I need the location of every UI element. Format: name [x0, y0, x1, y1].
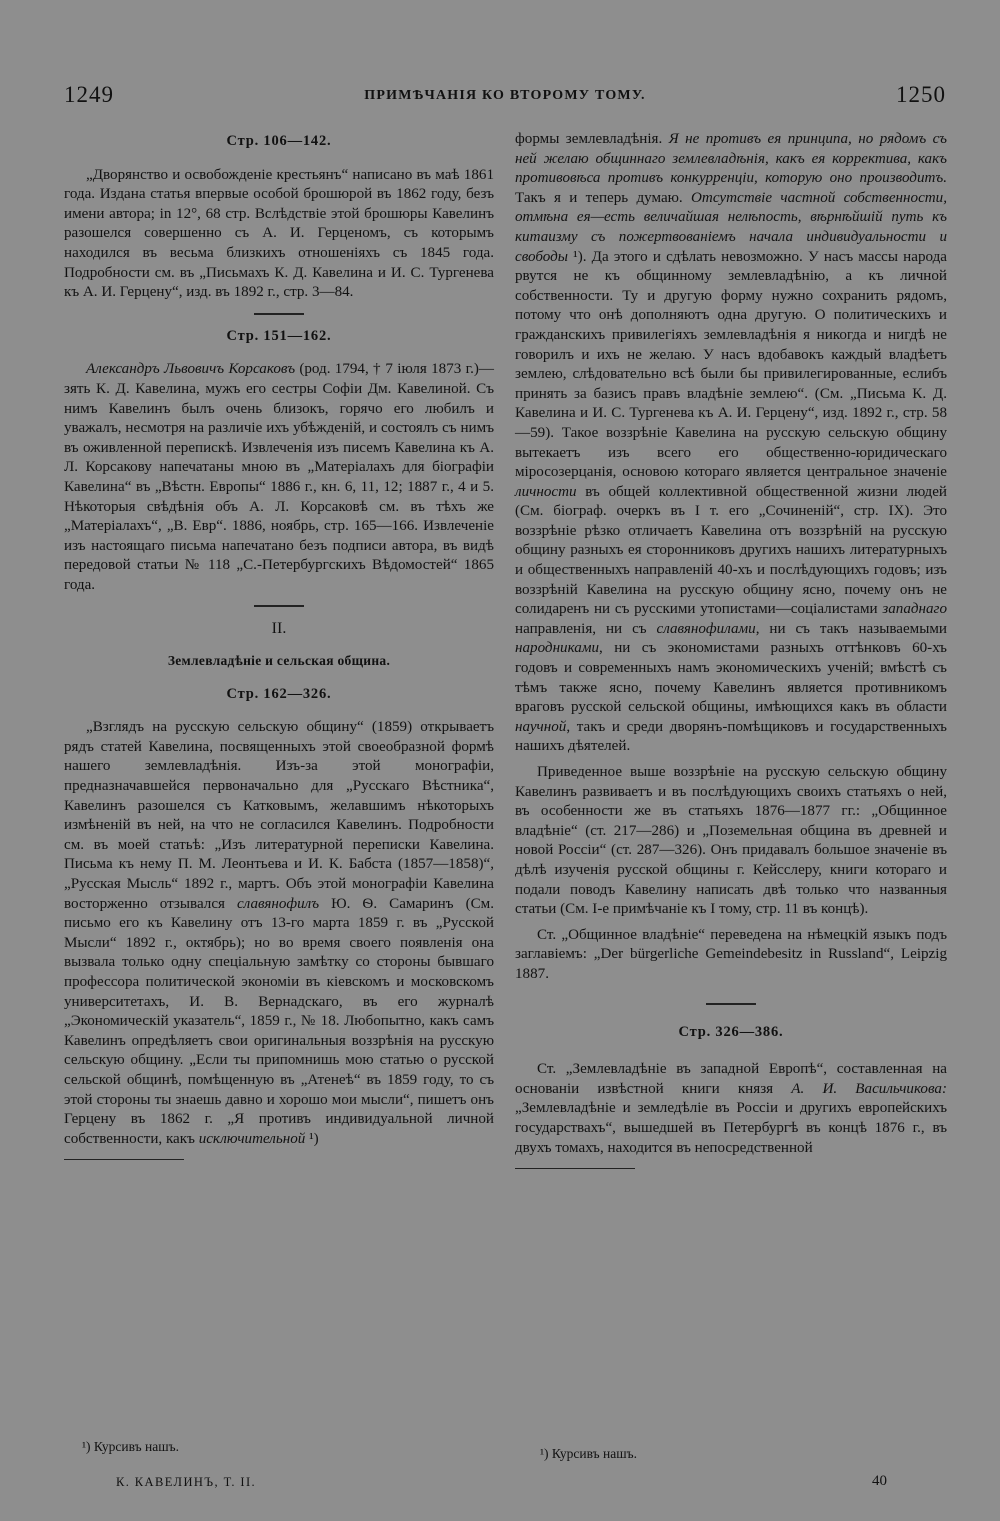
italic-text: научной [515, 718, 567, 735]
part-title: Землевладѣніе и сельская община. [167, 653, 391, 669]
paragraph-text: , ни съ такъ называемыми [755, 620, 947, 637]
italic-text: исключительной [198, 1130, 306, 1147]
paragraph-text: „Взглядъ на русскую сельскую общину“ (1859) открываетъ рядъ статей Кавелина, посвященныхъ этой своеобразной формѣ нашего землевладѣнія. Изъ-за этой монографіи, предназначавшейся первоначально для „Русскаго Вѣстника“, Кавелинъ разошелся съ Катковымъ, желавшимъ нѣкоторыхъ измѣненій въ ней, на что не согласился Кавелинъ. Подробности см. въ моей статьѣ: „Изъ литературной переписки Кавелина. Письма къ нему П. М. Леонтьева и И. К. Бабста (1857—1858)“, „Русская Мысль“ 1892 г., мартъ. Объ этой монографіи Кавелина восторженно отзывался [64, 719, 494, 912]
paragraph-text: ¹). Да этого и сдѣлать невозможно. У насъ массы народа рвутся не къ общинному землевладѣнію, а къ личной собственности. Ту и другую форму нужно сохранить рядомъ, потому что онѣ дополняютъ одна другую. О политическихъ и гражданскихъ привилегіяхъ землевладѣнія я никогда и нигдѣ не говорилъ и ихъ не желаю. У насъ вдобавокъ каждый владѣетъ землею, слѣдовательно всѣ были бы привилегированные, еслибъ принять за базисъ правъ владѣніе землею“. (См. „Письма К. Д. Кавелина и И. С. Тургенева къ А. И. Герцену“, изд. 1892 г., стр. 58—59). Такое воззрѣніе Кавелина на русскую сельскую общину вытекаетъ изъ всего его общественно-юридическаго міросозерцанія, основою котораго является центральное значеніе [515, 248, 947, 481]
footnote-marker: ¹) [305, 1130, 319, 1147]
section-divider [254, 313, 304, 315]
footnote-rule [515, 1168, 635, 1169]
italic-name: А. И. Васильчикова: [791, 1080, 947, 1097]
italic-text: личности [515, 483, 577, 500]
paragraph-text: , такъ и среди дворянъ-помѣщиковъ и государственныхъ нашихъ дѣятелей. [515, 718, 947, 755]
section-heading: Стр. 162—326. [226, 685, 332, 702]
running-title: ПРИМѢЧАНІЯ КО ВТОРОМУ ТОМУ. [364, 88, 646, 103]
section-heading: Стр. 326—386. [678, 1023, 784, 1040]
page-number-left: 1249 [64, 82, 114, 107]
italic-name: Александръ Львовичъ Корсаковъ [86, 361, 296, 378]
signature-folio: 40 [872, 1473, 887, 1489]
paragraph-text: формы землевладѣнія. [515, 131, 669, 147]
paragraph-text: Ю. Ѳ. Самаринъ (См. письмо его къ Кавелину отъ 13-го марта 1859 г. въ „Русской Мысли“ 1892 г., октябрь); но во время своего появленія она вызвала только одну спеціальную замѣтку со стороны бывшаго профессора политической экономіи въ кіевскомъ и московскомъ университетахъ, И. В. Вернадскаго, въ его журналѣ „Экономическій указатель“, 1859 г., № 18. Любопытно, какъ самъ Кавелинъ опредѣляетъ свои оригинальныя воззрѣнія на русскую сельскую общину. „Если ты припомнишь мою статью о русской сельской общинѣ, помѣщенную въ „Атенеѣ“ въ 1859 году, то съ этой стороны ты знаешь давно и хорошо мои мысли“, пишетъ онъ Герцену въ 1862 г. „Я противъ индивидуальной личной собственности, какъ [64, 895, 494, 1147]
paragraph: Ст. „Общинное владѣніе“ переведена на нѣмецкій языкъ подъ заглавіемъ: „Der bürgerliche Gemeindebesitz in Russland“, Leipzig 1887. [515, 926, 947, 982]
paragraph-text: „Землевладѣніе и земледѣліе въ Россіи и другихъ европейскихъ государствахъ“, вышедшей въ Петербургѣ въ концѣ 1876 г., въ двухъ томахъ, находится въ непосредственной [515, 1100, 947, 1156]
paragraph [64, 360, 494, 595]
footnote-left: ¹) Курсивъ нашъ. [82, 1439, 179, 1454]
italic-text: славянофилъ [236, 895, 320, 912]
paragraph [64, 718, 494, 1149]
paragraph-text: , ни съ экономистами разныхъ оттѣнковъ 60-хъ годовъ и современныхъ намъ экономическихъ ученій; вмѣстѣ съ тѣмъ также ясно, почему Кавелинъ является противникомъ враговъ русской сельской общины, имѣющихся какъ въ области [515, 640, 947, 716]
section-heading: Стр. 151—162. [226, 327, 332, 344]
paragraph: Приведенное выше воззрѣніе на русскую сельскую общину Кавелинъ развиваетъ и въ послѣдующихъ своихъ статьяхъ о ней, въ особенности же въ статьяхъ 1876—1877 гг.: „Общинное владѣніе“ (ст. 217—286) и „Поземельная община въ древней и новой Россіи“ (ст. 287—326). Онъ придавалъ большое значеніе въ дѣлѣ изученія русской общины г. Кейсслеру, книги котораго и подали поводъ Кавелину написать двѣ только что названныя статьи (См. I-е примѣчаніе къ I тому, стр. 11 въ концѣ). [515, 764, 947, 918]
printer-signature: К. КАВЕЛИНЪ, Т. II. [116, 1475, 257, 1489]
paragraph [515, 1060, 947, 1158]
paragraph-text: Такъ я и теперь думаю. [515, 189, 692, 206]
left-column [64, 130, 494, 1172]
italic-text: народниками [515, 640, 600, 657]
italic-text: славянофилами [656, 620, 756, 637]
running-head [64, 82, 946, 112]
paragraph: „Дворянство и освобожденіе крестьянъ“ написано въ маѣ 1861 года. Издана статья впервые особой брошюрой въ 1862 году, безъ имени автора; in 12°, 68 стр. Вслѣдствіе этой брошюры Кавелинъ разошелся совершенно съ А. И. Герценомъ, съ которымъ находился въ весьма близкихъ отношеніяхъ съ 1845 года. Подробности см. въ „Письмахъ К. Д. Кавелина и И. С. Тургенева къ А. И. Герцену“, изд. въ 1892 г., стр. 3—84. [64, 166, 494, 301]
italic-text: Я не противъ ея принципа, но рядомъ съ ней желаю общиннаго землевладѣнія, какъ ея корректива, какъ противовѣса противъ конкурренціи, которую оно производитъ. [515, 131, 947, 187]
section-heading: Стр. 106—142. [226, 133, 332, 149]
footnote-right: ¹) Курсивъ нашъ. [540, 1446, 637, 1461]
paragraph-text: Ст. „Землевладѣніе въ западной Европѣ“, составленная на основаніи извѣстной книги князя [515, 1061, 947, 1097]
italic-text: западнаго [882, 601, 947, 618]
paragraph-text: въ общей коллективной общественной жизни людей (См. біограф. очеркъ въ I т. его „Сочиненій“, стр. IX). Это воззрѣніе рѣзко отличаетъ Кавелина отъ воззрѣній на русскую общину разныхъ ея сторонниковъ другихъ нашихъ литературныхъ и общественныхъ направленій 40-хъ и послѣдующихъ годовъ; изъ воззрѣній Кавелина на русскую общину ясно, почему онъ не солидаренъ ни съ русскими утопистами—соціалистами [515, 483, 947, 618]
paragraph [515, 130, 947, 757]
italic-text: Отсутствіе частной собственности, отмѣна ея—есть величайшая нелѣпость, вѣрнѣйшій путь къ китаизму съ пожертвованіемъ начала индивидуальности и свободы [515, 189, 947, 265]
part-number: II. [271, 620, 287, 638]
paragraph-text: направленія, ни съ [515, 620, 657, 637]
section-divider [706, 1003, 756, 1005]
page-number-right: 1250 [896, 82, 946, 107]
right-column [515, 130, 947, 1181]
section-divider [254, 605, 304, 607]
paragraph-text: (род. 1794, † 7 іюля 1873 г.)—зять К. Д. Кавелина, мужъ его сестры Софіи Дм. Кавелиной. Съ нимъ Кавелинъ былъ очень близокъ, горячо его любилъ и уважалъ, несмотря на различіе ихъ убѣжденій, и состоялъ съ нимъ въ оживленной перепискѣ. Извлеченія изъ писемъ Кавелина къ А. Л. Корсакову напечатаны мною въ „Матеріалахъ для біографіи Кавелина“ въ „Вѣстн. Европы“ 1886 г., кн. 6, 11, 12; 1887 г., 4 и 5. Нѣкоторыя свѣдѣнія объ А. Л. Корсаковѣ см. въ тѣхъ же „Матеріалахъ“, „В. Евр“. 1886, ноябрь, стр. 165—166. Извлеченіе изъ настоящаго письма напечатано безъ подписи автора, въ видѣ передовой статьи № 118 „С.-Петербургскихъ Вѣдомостей“ 1865 года. [64, 361, 494, 593]
footnote-rule [64, 1159, 184, 1160]
